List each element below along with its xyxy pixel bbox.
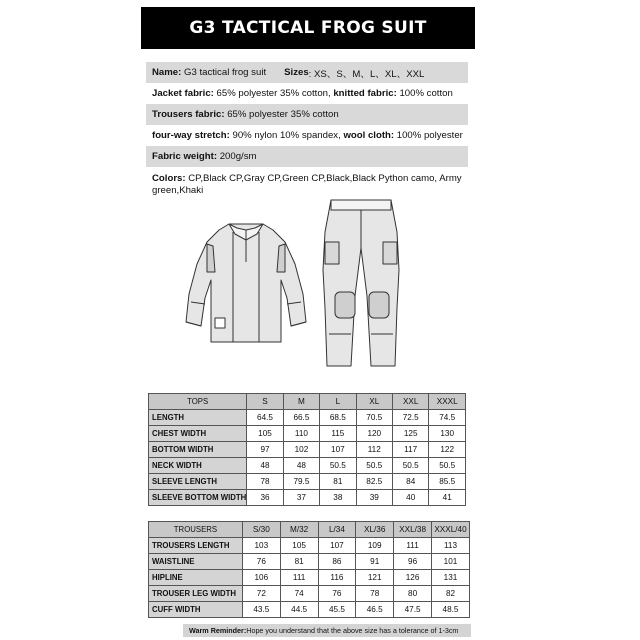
wool-value: 100% polyester <box>396 130 463 141</box>
trousers-header-cell: XL/36 <box>356 522 394 538</box>
trousers-label: Trousers fabric: <box>152 109 225 120</box>
spec-row-weight <box>146 146 468 167</box>
tops-header-cell: S <box>247 394 283 410</box>
tops-header-cell: XXL <box>392 394 428 410</box>
name-value: G3 tactical frog suit <box>184 67 267 78</box>
row-label: BOTTOM WIDTH <box>149 442 247 458</box>
table-cell: 111 <box>280 570 318 586</box>
table-cell: 116 <box>318 570 356 586</box>
trousers-value: 65% polyester 35% cotton <box>227 109 339 120</box>
table-cell: 105 <box>280 538 318 554</box>
row-label: SLEEVE LENGTH <box>149 474 247 490</box>
table-cell: 76 <box>242 554 280 570</box>
tops-size-table <box>148 393 466 506</box>
table-cell: 85.5 <box>429 474 466 490</box>
table-cell: 48 <box>283 458 319 474</box>
tops-header-cell: M <box>283 394 319 410</box>
table-cell: 81 <box>320 474 356 490</box>
table-cell: 50.5 <box>429 458 466 474</box>
table-cell: 64.5 <box>247 410 283 426</box>
row-label: SLEEVE BOTTOM WIDTH <box>149 490 247 506</box>
colors-value: CP,Black CP,Gray CP,Green CP,Black,Black Python camo, Army green,Khaki <box>152 173 462 196</box>
table-cell: 72.5 <box>392 410 428 426</box>
table-cell: 78 <box>247 474 283 490</box>
table-cell: 107 <box>318 538 356 554</box>
tactical-shirt-drawing <box>186 224 306 342</box>
weight-label: Fabric weight: <box>152 151 218 162</box>
table-cell: 125 <box>392 426 428 442</box>
table-cell: 106 <box>242 570 280 586</box>
table-cell: 48.5 <box>432 602 470 618</box>
name-label: Name: <box>152 67 182 78</box>
table-cell: 41 <box>429 490 466 506</box>
table-row <box>149 458 466 474</box>
warm-reminder <box>183 624 471 637</box>
table-cell: 91 <box>356 554 394 570</box>
table-cell: 102 <box>283 442 319 458</box>
table-cell: 111 <box>394 538 432 554</box>
jacket-label: Jacket fabric: <box>152 88 214 99</box>
table-cell: 84 <box>392 474 428 490</box>
tops-header-cell: XL <box>356 394 392 410</box>
row-label: CHEST WIDTH <box>149 426 247 442</box>
table-cell: 86 <box>318 554 356 570</box>
table-cell: 101 <box>432 554 470 570</box>
table-cell: 50.5 <box>356 458 392 474</box>
table-cell: 113 <box>432 538 470 554</box>
table-row <box>149 442 466 458</box>
table-cell: 74 <box>280 586 318 602</box>
table-cell: 80 <box>394 586 432 602</box>
table-cell: 103 <box>242 538 280 554</box>
table-cell: 120 <box>356 426 392 442</box>
table-row <box>149 570 470 586</box>
table-cell: 38 <box>320 490 356 506</box>
table-cell: 76 <box>318 586 356 602</box>
table-row <box>149 586 470 602</box>
table-cell: 82 <box>432 586 470 602</box>
row-label: NECK WIDTH <box>149 458 247 474</box>
table-cell: 68.5 <box>320 410 356 426</box>
tops-header-cell: XXXL <box>429 394 466 410</box>
table-cell: 110 <box>283 426 319 442</box>
table-cell: 97 <box>247 442 283 458</box>
row-label: LENGTH <box>149 410 247 426</box>
spec-row-name <box>146 62 468 83</box>
table-cell: 105 <box>247 426 283 442</box>
table-cell: 126 <box>394 570 432 586</box>
table-cell: 45.5 <box>318 602 356 618</box>
trousers-header-cell: L/34 <box>318 522 356 538</box>
table-cell: 81 <box>280 554 318 570</box>
trousers-header-label: TROUSERS <box>149 522 243 538</box>
table-cell: 72 <box>242 586 280 602</box>
trousers-header-cell: XXL/38 <box>394 522 432 538</box>
trousers-header-cell: XXXL/40 <box>432 522 470 538</box>
table-row <box>149 602 470 618</box>
stretch-label: four-way stretch: <box>152 130 230 141</box>
table-cell: 122 <box>429 442 466 458</box>
table-cell: 79.5 <box>283 474 319 490</box>
stretch-value: 90% nylon 10% spandex, <box>232 130 341 141</box>
table-cell: 39 <box>356 490 392 506</box>
product-illustration <box>185 198 425 370</box>
row-label: HIPLINE <box>149 570 243 586</box>
table-row <box>149 474 466 490</box>
table-cell: 82.5 <box>356 474 392 490</box>
table-cell: 66.5 <box>283 410 319 426</box>
table-cell: 107 <box>320 442 356 458</box>
knitted-value: 100% cotton <box>399 88 453 99</box>
weight-value: 200g/sm <box>219 151 257 162</box>
trousers-header-cell: S/30 <box>242 522 280 538</box>
table-cell: 117 <box>392 442 428 458</box>
tactical-pants-drawing <box>323 200 399 366</box>
page-title: G3 TACTICAL FROG SUIT <box>141 7 475 49</box>
table-cell: 131 <box>432 570 470 586</box>
table-row <box>149 410 466 426</box>
reminder-text: Hope you understand that the above size has a tolerance of 1-3cm <box>246 626 459 635</box>
table-cell: 115 <box>320 426 356 442</box>
knitted-label: knitted fabric: <box>333 88 397 99</box>
table-cell: 96 <box>394 554 432 570</box>
trousers-size-table <box>148 521 470 618</box>
table-cell: 70.5 <box>356 410 392 426</box>
table-cell: 78 <box>356 586 394 602</box>
row-label: TROUSER LEG WIDTH <box>149 586 243 602</box>
row-label: CUFF WIDTH <box>149 602 243 618</box>
table-row <box>149 538 470 554</box>
spec-row-stretch <box>146 125 468 146</box>
table-cell: 37 <box>283 490 319 506</box>
trousers-header-cell: M/32 <box>280 522 318 538</box>
wool-label: wool cloth: <box>343 130 395 141</box>
table-row <box>149 554 470 570</box>
table-cell: 46.5 <box>356 602 394 618</box>
sizes-label: Sizes <box>284 67 309 78</box>
row-label: TROUSERS LENGTH <box>149 538 243 554</box>
jacket-value: 65% polyester 35% cotton, <box>216 88 331 99</box>
table-cell: 109 <box>356 538 394 554</box>
reminder-label: Warm Reminder: <box>189 626 247 635</box>
table-cell: 50.5 <box>320 458 356 474</box>
spec-row-trousers <box>146 104 468 125</box>
table-cell: 112 <box>356 442 392 458</box>
table-cell: 48 <box>247 458 283 474</box>
tops-header-cell: L <box>320 394 356 410</box>
trousers-header-row <box>149 522 470 538</box>
table-cell: 36 <box>247 490 283 506</box>
spec-row-jacket <box>146 83 468 104</box>
table-row <box>149 490 466 506</box>
tops-header-row <box>149 394 466 410</box>
table-cell: 130 <box>429 426 466 442</box>
table-cell: 121 <box>356 570 394 586</box>
table-cell: 47.5 <box>394 602 432 618</box>
row-label: WAISTLINE <box>149 554 243 570</box>
table-row <box>149 426 466 442</box>
table-cell: 74.5 <box>429 410 466 426</box>
table-cell: 43.5 <box>242 602 280 618</box>
tops-header-label: TOPS <box>149 394 247 410</box>
table-cell: 40 <box>392 490 428 506</box>
table-cell: 50.5 <box>392 458 428 474</box>
sizes-value: : XS、S、M、L、XL、XXL <box>308 68 425 80</box>
colors-label: Colors: <box>152 173 186 184</box>
spec-row-colors <box>152 173 468 197</box>
table-cell: 44.5 <box>280 602 318 618</box>
